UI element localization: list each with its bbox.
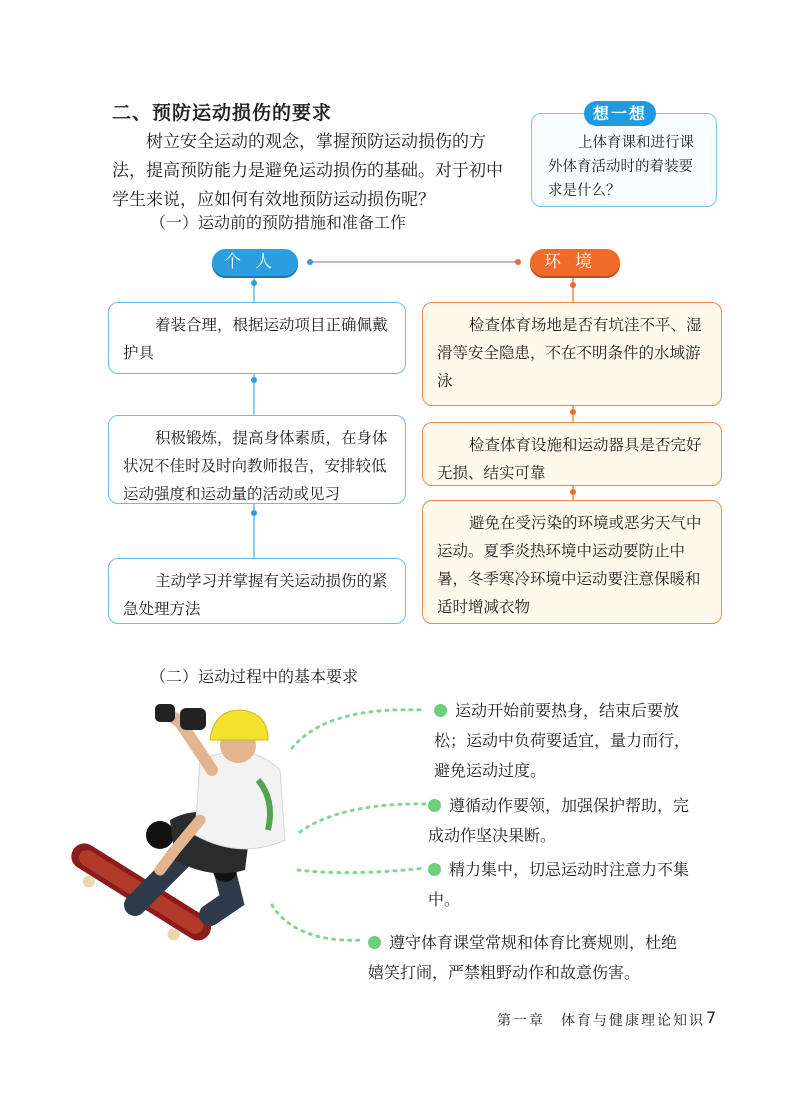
tip-item: 运动开始前要热身，结束后要放松；运动中负荷要适宜，量力而行，避免运动过度。 — [434, 701, 691, 780]
tip-item: 精力集中，切忌运动时注意力不集中。 — [428, 860, 690, 909]
footer-chapter: 第一章 体育与健康理论知识 — [497, 1013, 705, 1029]
green-dot-icon — [428, 863, 441, 876]
environment-card: 检查体育场地是否有坑洼不平、湿滑等安全隐患，不在不明条件的水域游泳 — [422, 302, 722, 406]
individual-card: 主动学习并掌握有关运动损伤的紧急处理方法 — [108, 558, 406, 624]
individual-card: 着装合理，根据运动项目正确佩戴护具 — [108, 302, 406, 374]
environment-card: 检查体育设施和运动器具是否完好无损、结实可靠 — [422, 422, 722, 486]
think-tag: 想一想 — [584, 101, 656, 126]
subsection-title-2: （二）运动过程中的基本要求 — [150, 667, 359, 686]
subsection-title-1: （一）运动前的预防措施和准备工作 — [150, 213, 407, 232]
green-dot-icon — [428, 799, 441, 812]
green-dot-icon — [434, 704, 447, 717]
page-number: 7 — [706, 1008, 717, 1027]
environment-card: 避免在受污染的环境或恶劣天气中运动。夏季炎热环境中运动要防止中暑，冬季寒冷环境中运动要注意保暖和适时增减衣物 — [422, 500, 722, 624]
skateboarder-illustration — [60, 704, 285, 956]
think-text: 上体育课和进行课外体育活动时的着装要求是什么？ — [548, 135, 694, 199]
environment-label: 环境 — [530, 249, 620, 276]
green-dot-icon — [368, 936, 381, 949]
tip-item: 遵守体育课堂常规和体育比赛规则，杜绝嬉笑打闹，严禁粗野动作和故意伤害。 — [368, 933, 678, 982]
connector-dot — [307, 259, 313, 265]
individual-card: 积极锻炼，提高身体素质，在身体状况不佳时及时向教师报告，安排较低运动强度和运动量的活动或见习 — [108, 415, 406, 504]
tip-item: 遵循动作要领，加强保护帮助，完成动作坚决果断。 — [428, 796, 690, 845]
intro-paragraph: 树立安全运动的观念，掌握预防运动损伤的方法，提高预防能力是避免运动损伤的基础。对于初中学生来说，应如何有效地预防运动损伤呢？ — [112, 132, 503, 210]
section-title: 二、预防运动损伤的要求 — [112, 102, 333, 124]
individual-label: 个人 — [212, 249, 298, 276]
connector-dot — [515, 259, 521, 265]
